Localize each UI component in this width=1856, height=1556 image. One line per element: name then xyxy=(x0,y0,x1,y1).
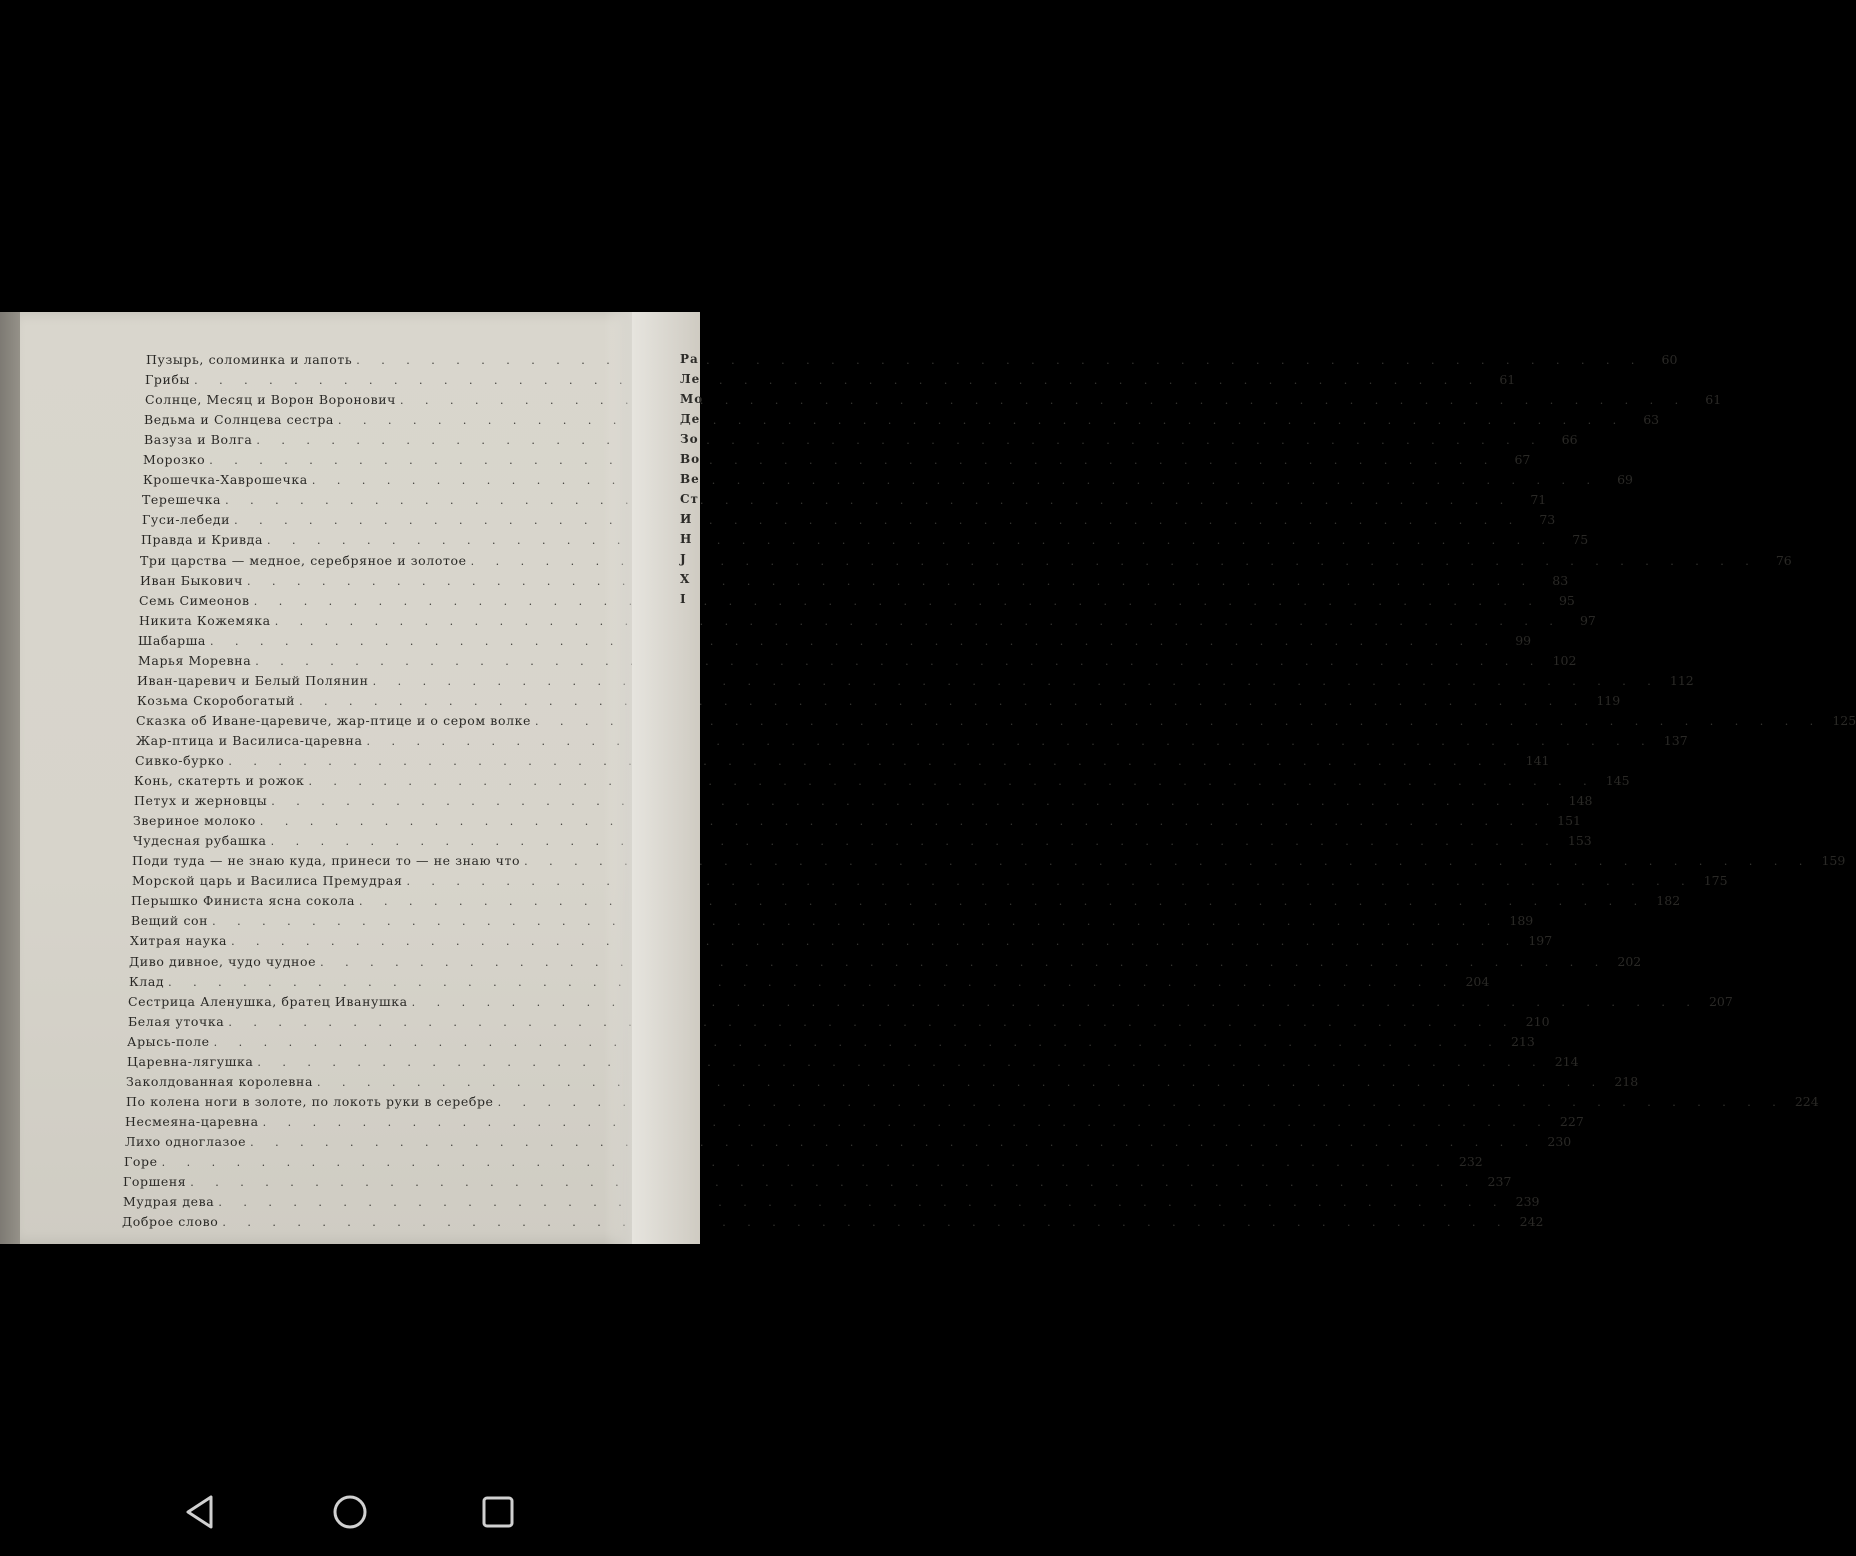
facing-page-fragment: Ве xyxy=(680,472,700,486)
toc-entry-title: Марья Моревна xyxy=(138,652,252,668)
toc-entry-title: Царевна-лягушка xyxy=(127,1053,254,1069)
toc-entry-title: По колена ноги в золоте, по локоть руки в серебре xyxy=(126,1093,494,1109)
toc-entry-title: Морозко xyxy=(143,452,206,468)
toc-leader-dots xyxy=(228,755,1515,768)
toc-leader-dots xyxy=(373,675,1660,688)
toc-leader-dots xyxy=(275,615,1562,628)
toc-entry-page: 210 xyxy=(1525,1013,1550,1029)
toc-entry xyxy=(128,1013,1550,1032)
toc-entry-page: 214 xyxy=(1554,1053,1579,1069)
toc-leader-dots xyxy=(225,494,1512,507)
toc-entry-page: 237 xyxy=(1487,1174,1512,1190)
toc-leader-dots xyxy=(535,715,1822,728)
facing-page-fragment: И xyxy=(680,512,693,526)
toc-entry-title: Лихо одноглазое xyxy=(125,1133,247,1149)
toc-entry-page: 67 xyxy=(1514,452,1531,468)
toc-entry-page: 182 xyxy=(1656,893,1681,909)
toc-entry-page: 159 xyxy=(1821,853,1846,869)
toc-entry-title: Заколдованная королевна xyxy=(126,1073,314,1089)
toc-entry xyxy=(129,973,1490,992)
toc-entry xyxy=(136,712,1856,731)
toc-entry-page: 224 xyxy=(1794,1093,1819,1109)
facing-page-fragment: Ј xyxy=(680,552,687,566)
home-button[interactable] xyxy=(320,1482,380,1542)
toc-leader-dots xyxy=(254,595,1541,608)
toc-entry-page: 242 xyxy=(1519,1214,1544,1230)
toc-entry-title: Крошечка-Хаврошечка xyxy=(143,472,308,488)
facing-page-fragment: Де xyxy=(680,412,701,426)
toc-entry-title: Иван-царевич и Белый Полянин xyxy=(137,672,369,688)
toc-entry-page: 69 xyxy=(1617,472,1633,488)
home-circle-icon xyxy=(320,1482,380,1542)
toc-leader-dots xyxy=(299,695,1586,708)
toc-leader-dots xyxy=(359,895,1646,908)
toc-entry xyxy=(133,813,1581,831)
toc-leader-dots xyxy=(234,514,1521,527)
toc-entry-page: 97 xyxy=(1579,612,1596,628)
toc-entry-page: 202 xyxy=(1617,953,1642,969)
toc-leader-dots xyxy=(250,1136,1537,1149)
toc-entry-title: Несмеяна-царевна xyxy=(125,1113,259,1129)
toc-entry-title: Козьма Скоробогатый xyxy=(137,692,296,708)
toc-entry-page: 151 xyxy=(1557,813,1581,829)
toc-entry xyxy=(140,552,1792,571)
toc-entry-title: Правда и Кривда xyxy=(141,532,264,548)
toc-entry-page: 71 xyxy=(1530,492,1547,508)
toc-leader-dots xyxy=(190,1176,1477,1189)
toc-leader-dots xyxy=(271,795,1558,808)
toc-entry-page: 197 xyxy=(1528,933,1553,949)
toc-entry-title: Жар-птица и Василиса-царевна xyxy=(136,732,363,748)
toc-entry-page: 232 xyxy=(1458,1154,1483,1169)
toc-entry xyxy=(122,1214,1544,1232)
toc-entry-page: 218 xyxy=(1614,1073,1639,1089)
toc-entry xyxy=(133,833,1592,851)
toc-leader-dots xyxy=(271,835,1558,848)
toc-entry-page: 137 xyxy=(1663,732,1688,748)
toc-entry xyxy=(126,1073,1639,1092)
toc-entry-page: 227 xyxy=(1559,1113,1584,1129)
toc-entry-page: 102 xyxy=(1552,652,1577,668)
toc-entry xyxy=(125,1113,1584,1132)
toc-leader-dots xyxy=(406,875,1693,888)
toc-entry-title: Сестрица Аленушка, братец Иванушка xyxy=(128,993,408,1009)
toc-entry-page: 153 xyxy=(1567,833,1592,849)
recents-square-icon xyxy=(468,1482,528,1542)
toc-entry-title: Мудрая дева xyxy=(123,1194,215,1210)
toc-entry-title: Чудесная рубашка xyxy=(133,833,267,849)
facing-page-fragment: Ст xyxy=(680,492,699,506)
toc-entry xyxy=(124,1154,1483,1172)
toc-entry xyxy=(132,873,1728,891)
toc-entry xyxy=(140,572,1569,591)
toc-entry-title: Клад xyxy=(129,973,165,989)
toc-leader-dots xyxy=(312,474,1599,487)
toc-leader-dots xyxy=(212,915,1499,928)
toc-entry-page: 213 xyxy=(1510,1033,1535,1049)
toc-entry xyxy=(134,773,1630,791)
toc-entry xyxy=(126,1093,1819,1112)
toc-entry xyxy=(130,933,1553,951)
toc-entry-title: Вещий сон xyxy=(131,913,209,929)
toc-entry xyxy=(142,512,1556,530)
toc-entry xyxy=(139,612,1596,631)
toc-entry-title: Диво дивное, чудо чудное xyxy=(129,953,317,969)
toc-entry-page: 148 xyxy=(1568,793,1593,809)
toc-leader-dots xyxy=(218,1196,1505,1209)
toc-leader-dots xyxy=(228,1016,1515,1029)
toc-entry xyxy=(135,753,1550,771)
toc-entry xyxy=(134,793,1593,811)
toc-leader-dots xyxy=(231,935,1518,948)
toc-entry-title: Иван Быкович xyxy=(140,572,244,588)
facing-page-edge xyxy=(632,312,704,1244)
toc-leader-dots xyxy=(267,534,1554,547)
toc-entry-page: 175 xyxy=(1703,873,1728,889)
toc-entry-title: Белая уточка xyxy=(128,1013,225,1029)
toc-leader-dots xyxy=(168,976,1455,989)
toc-entry-page: 119 xyxy=(1596,692,1621,708)
toc-leader-dots xyxy=(209,454,1496,467)
toc-entry-title: Сказка об Иване-царевиче, жар-птице и о сером волке xyxy=(136,712,532,728)
toc-entry-title: Доброе слово xyxy=(122,1214,219,1230)
toc-leader-dots xyxy=(367,735,1654,748)
toc-entry-title: Вазуза и Волга xyxy=(144,432,253,448)
toc-entry xyxy=(127,1033,1535,1052)
facing-page-fragment: Во xyxy=(680,452,701,466)
toc-leader-dots xyxy=(524,855,1811,868)
toc-entry xyxy=(129,953,1642,972)
toc-entry-page: 239 xyxy=(1515,1194,1540,1210)
toc-entry-title: Пузырь, соломинка и лапоть xyxy=(146,352,353,367)
toc-entry-title: Семь Симеонов xyxy=(139,592,250,608)
toc-entry-title: Сивко-бурко xyxy=(135,753,225,768)
facing-page-fragment: Мо xyxy=(680,392,704,406)
book-photo xyxy=(0,312,1856,1244)
toc-leader-dots xyxy=(338,414,1625,427)
toc-entry-page: 61 xyxy=(1499,372,1516,388)
toc-leader-dots xyxy=(400,394,1687,407)
toc-leader-dots xyxy=(255,655,1542,668)
toc-entry-title: Горе xyxy=(124,1154,158,1169)
toc-entry-title: Арысь-поле xyxy=(127,1033,210,1049)
facing-page-fragment: Ле xyxy=(680,372,701,386)
toc-entry-page: 66 xyxy=(1561,432,1578,448)
toc-entry-page: 60 xyxy=(1661,352,1678,367)
table-of-contents xyxy=(20,312,1856,1244)
toc-entry-title: Солнце, Месяц и Ворон Воронович xyxy=(145,392,397,408)
facing-page-fragment: Зо xyxy=(680,432,699,446)
toc-entry xyxy=(128,993,1733,1012)
toc-entry-title: Звериное молоко xyxy=(133,813,256,829)
back-triangle-icon xyxy=(170,1482,230,1542)
toc-entry-title: Горшеня xyxy=(123,1174,187,1190)
toc-entry-title: Перышко Финиста ясна сокола xyxy=(131,893,355,909)
toc-leader-dots xyxy=(210,635,1497,648)
toc-leader-dots xyxy=(356,354,1643,367)
facing-page-fragment: Н xyxy=(680,532,693,546)
toc-entry-page: 141 xyxy=(1525,753,1550,768)
toc-leader-dots xyxy=(260,815,1547,828)
toc-leader-dots xyxy=(256,434,1543,447)
toc-entry-title: Хитрая наука xyxy=(130,933,228,949)
toc-entry-page: 189 xyxy=(1509,913,1534,929)
toc-entry-title: Поди туда — не знаю куда, принеси то — не знаю что xyxy=(132,853,521,869)
toc-entry xyxy=(136,732,1688,751)
toc-entry xyxy=(127,1053,1579,1072)
toc-entry-page: 230 xyxy=(1547,1133,1572,1149)
back-button[interactable] xyxy=(170,1482,230,1542)
toc-leader-dots xyxy=(320,956,1607,969)
toc-leader-dots xyxy=(214,1036,1501,1049)
toc-entry-page: 61 xyxy=(1705,392,1722,408)
toc-entry xyxy=(137,692,1621,711)
toc-entry-page: 63 xyxy=(1643,412,1660,428)
recents-button[interactable] xyxy=(468,1482,528,1542)
toc-leader-dots xyxy=(247,575,1534,588)
toc-entry-title: Конь, скатерть и рожок xyxy=(134,773,305,789)
toc-entry xyxy=(141,532,1589,550)
facing-page-fragment: І xyxy=(680,592,687,606)
toc-leader-dots xyxy=(317,1076,1604,1089)
toc-entry-title: Петух и жерновцы xyxy=(134,793,268,809)
toc-leader-dots xyxy=(257,1056,1544,1069)
toc-entry-page: 145 xyxy=(1605,773,1630,789)
toc-entry-page: 125 xyxy=(1832,712,1856,728)
toc-leader-dots xyxy=(194,374,1481,387)
toc-entry-page: 99 xyxy=(1515,632,1532,648)
toc-entry-page: 204 xyxy=(1465,973,1490,989)
book-page xyxy=(20,312,1856,1244)
toc-entry xyxy=(138,632,1532,651)
toc-entry-title: Ведьма и Солнцева сестра xyxy=(144,412,334,428)
toc-entry xyxy=(131,913,1534,931)
facing-page-fragment: Ра xyxy=(680,352,699,366)
android-navigation-bar xyxy=(0,1466,700,1556)
toc-leader-dots xyxy=(222,1216,1509,1229)
toc-entry-title: Грибы xyxy=(145,372,191,388)
toc-entry xyxy=(138,652,1577,671)
toc-entry-page: 95 xyxy=(1558,592,1575,608)
toc-entry xyxy=(123,1174,1512,1192)
toc-entry-page: 75 xyxy=(1572,532,1589,548)
toc-entry xyxy=(132,853,1846,871)
toc-entry xyxy=(125,1133,1572,1152)
toc-entry-page: 83 xyxy=(1552,572,1569,588)
toc-entry xyxy=(131,893,1681,911)
toc-entry-page: 207 xyxy=(1708,993,1733,1009)
toc-entry-page: 73 xyxy=(1539,512,1556,528)
toc-leader-dots xyxy=(308,775,1595,788)
toc-entry-title: Гуси-лебеди xyxy=(142,512,231,528)
toc-entry-title: Морской царь и Василиса Премудрая xyxy=(132,873,403,889)
toc-leader-dots xyxy=(162,1156,1449,1169)
toc-leader-dots xyxy=(263,1116,1550,1129)
toc-entry xyxy=(139,592,1575,611)
toc-entry xyxy=(137,672,1694,691)
toc-entry-title: Терешечка xyxy=(142,492,222,508)
toc-entry-page: 76 xyxy=(1775,552,1792,568)
toc-entry-title: Три царства — медное, серебряное и золотое xyxy=(140,552,467,568)
toc-entry xyxy=(123,1194,1540,1212)
toc-entry-page: 112 xyxy=(1669,672,1694,688)
toc-entry-title: Шабарша xyxy=(138,632,206,648)
facing-page-fragment: Х xyxy=(680,572,691,586)
toc-entry-title: Никита Кожемяка xyxy=(139,612,271,628)
